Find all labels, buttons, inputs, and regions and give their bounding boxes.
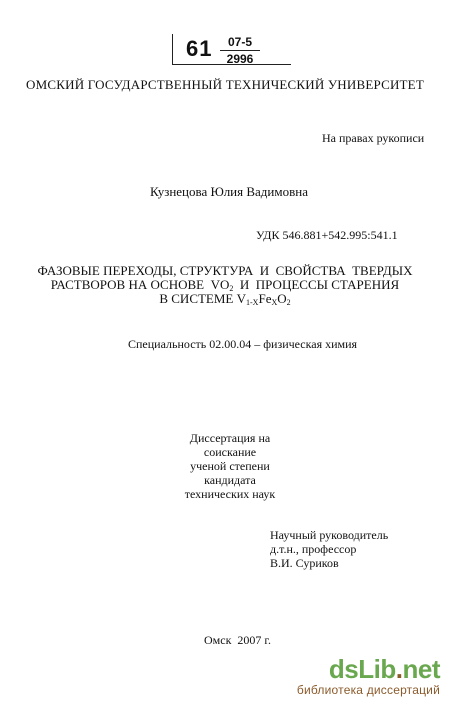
title-line-2: РАСТВОРОВ НА ОСНОВЕ $VO_2$ И ПРОЦЕССЫ СТАРЕНИЯ (50, 277, 400, 293)
dissertation-degree-block (165, 431, 295, 501)
degree-line-3: технических наук (184, 487, 276, 501)
archive-stamp-denominator: 2996 (226, 52, 254, 66)
city-year: Омск 2007 г. (204, 633, 271, 647)
title-line-1: ФАЗОВЫЕ ПЕРЕХОДЫ, СТРУКТУРА И СВОЙСТВА ТВЕРДЫХ (37, 263, 413, 278)
archive-stamp-number: 61 (186, 36, 213, 61)
supervisor-name: В.И. Суриков (270, 556, 339, 570)
degree-line-1: Диссертация на соискание (189, 431, 271, 459)
specialty-line: Специальность 02.00.04 – физическая химия (128, 337, 358, 351)
degree-line-2: ученой степени кандидата (190, 459, 270, 487)
author-name: Кузнецова Юлия Вадимовна (150, 184, 308, 199)
supervisor-block (270, 528, 388, 570)
udk-code: УДК 546.881+542.995:541.1 (256, 228, 398, 242)
dslib-subtitle: библиотека диссертаций (296, 683, 440, 697)
archive-stamp-fraction (220, 35, 260, 66)
supervisor-line-1: Научный руководитель (270, 528, 389, 542)
university-name: ОМСКИЙ ГОСУДАРСТВЕННЫЙ ТЕХНИЧЕСКИЙ УНИВЕРСИТЕТ (26, 77, 424, 92)
supervisor-line-2: д.т.н., профессор (270, 542, 357, 556)
archive-stamp-numerator: 07-5 (220, 35, 260, 51)
manuscript-rights-note: На правах рукописи (322, 131, 425, 145)
dslib-logo: dsLib.net (328, 654, 440, 684)
dslib-watermark[interactable] (297, 656, 440, 697)
title-line-3: В СИСТЕМЕ $V_{1-X}Fe_XO_2$ (159, 291, 291, 307)
dissertation-title (0, 264, 450, 306)
